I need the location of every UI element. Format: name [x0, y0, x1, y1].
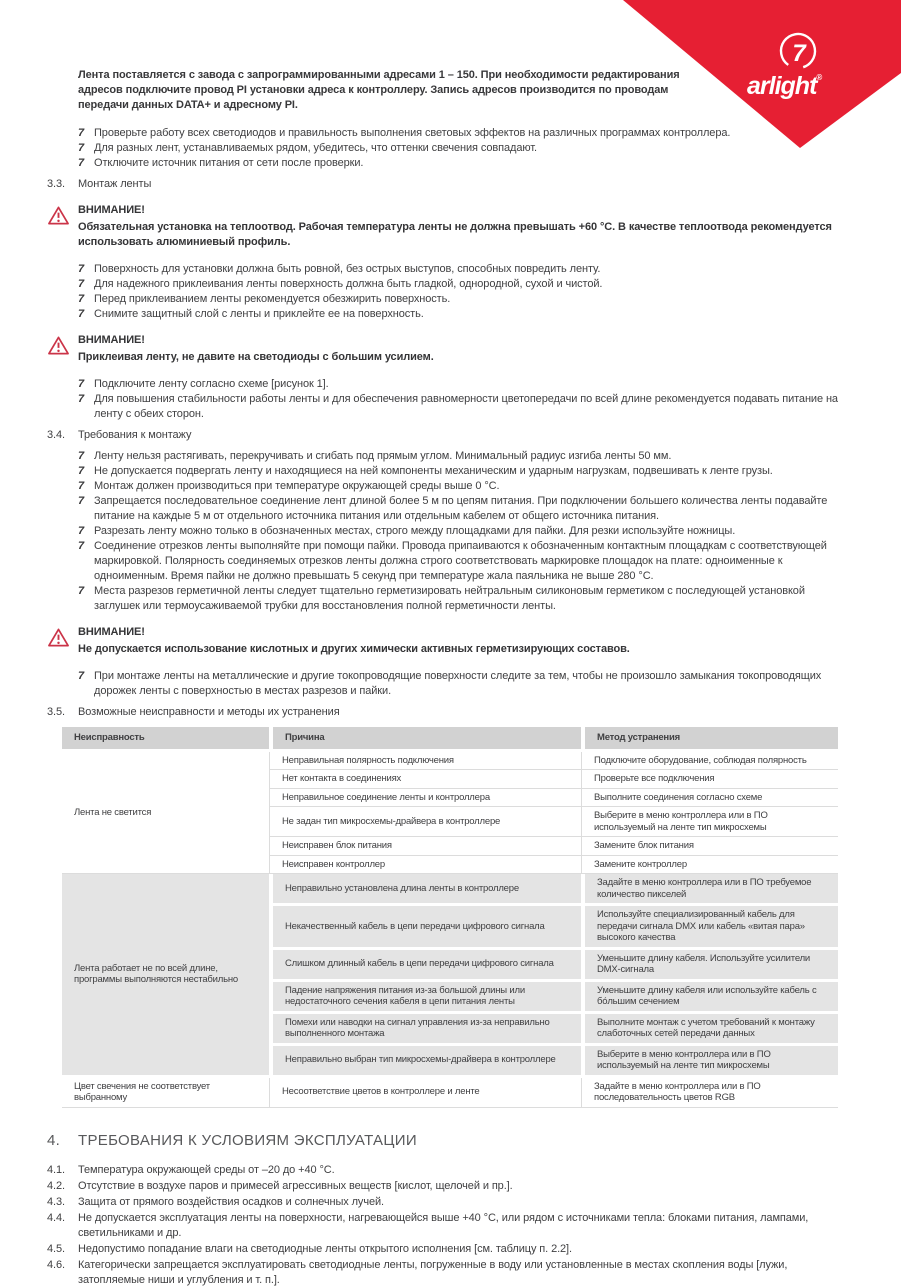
cause-cell: Не задан тип микросхемы-драйвера в контроллере	[269, 807, 581, 837]
fix-cell: Уменьшите длину кабеля или используйте кабель с бо́льшим сечением	[581, 982, 838, 1014]
arrow-bullet-icon: 7	[78, 293, 85, 305]
brand-text	[747, 70, 823, 100]
warning-body	[78, 625, 845, 657]
arrow-bullet-icon: 7	[78, 263, 85, 275]
list-item	[78, 494, 845, 524]
list-item-text: Разрезать ленту можно только в обозначенных местах, строго между площадками для пайки. Для резки используйте ножницы.	[94, 525, 736, 537]
warning-text: Обязательная установка на теплоотвод. Рабочая температура ленты не должна превышать +60 °C. В качестве теплоотвода рекомендуется использовать алюминиевый профиль.	[78, 221, 832, 248]
list-item	[78, 449, 845, 464]
section-number: 3.5.	[47, 706, 65, 718]
section-title: Возможные неисправности и методы их устранения	[78, 706, 340, 718]
requirement-item	[47, 1211, 845, 1241]
cause-cell: Падение напряжения питания из-за большой длины или недостаточного сечения кабеля в цепи питания ленты	[269, 982, 581, 1014]
fix-cell: Замените блок питания	[581, 837, 838, 856]
fix-cell: Выберите в меню контроллера или в ПО используемый на ленте тип микросхемы	[581, 1046, 838, 1078]
item-number: 4.2.	[47, 1179, 65, 1192]
warning-block	[47, 333, 845, 365]
list-item	[78, 156, 845, 171]
arlight-logo	[620, 0, 901, 150]
section-title: Монтаж ленты	[78, 178, 152, 190]
section-heading-4	[47, 1132, 845, 1150]
column-header-cause: Причина	[269, 727, 581, 752]
list-item	[78, 292, 845, 307]
arrow-bullet-icon: 7	[78, 495, 85, 507]
warning-block	[47, 625, 845, 657]
arrow-bullet-icon: 7	[78, 480, 85, 492]
cause-cell: Нет контакта в соединениях	[269, 770, 581, 789]
fix-cell: Задайте в меню контроллера или в ПО требуемое количество пикселей	[581, 874, 838, 906]
fix-cell: Уменьшите длину кабеля. Используйте усилители DMX-сигнала	[581, 950, 838, 982]
item-number: 4.3.	[47, 1195, 65, 1208]
fix-cell: Подключите оборудование, соблюдая полярность	[581, 752, 838, 771]
section-heading-3-3	[47, 177, 845, 192]
arrow-bullet-icon: 7	[78, 393, 85, 405]
requirement-item	[47, 1163, 845, 1178]
arrow-bullet-icon: 7	[78, 142, 85, 154]
section-heading-3-4	[47, 428, 845, 443]
warning-title: ВНИМАНИЕ!	[78, 334, 145, 346]
list-item-text: Для надежного приклеивания ленты поверхность должна быть гладкой, однородной, сухой и чистой.	[94, 278, 603, 290]
item-number: 4.6.	[47, 1258, 65, 1271]
faults-table	[62, 727, 838, 1108]
list-item	[78, 479, 845, 494]
requirement-item	[47, 1258, 845, 1288]
column-header-fix: Метод устранения	[581, 727, 838, 752]
section-number: 3.4.	[47, 429, 65, 441]
item-text: Недопустимо попадание влаги на светодиодные ленты открытого исполнения [см. таблицу п. 2.2].	[78, 1242, 572, 1255]
registered-mark: ®	[816, 73, 823, 82]
table-row	[62, 1078, 838, 1108]
warning-title: ВНИМАНИЕ!	[78, 626, 145, 638]
list-item-text: Отключите источник питания от сети после проверки.	[94, 157, 364, 169]
list-item-text: Снимите защитный слой с ленты и приклейте ее на поверхность.	[94, 308, 424, 320]
arrow-bullet-icon: 7	[78, 157, 85, 169]
list-item	[78, 539, 845, 584]
item-text: Защита от прямого воздействия осадков и солнечных лучей.	[78, 1195, 384, 1208]
item-number: 4.5.	[47, 1242, 65, 1255]
arrow-bullet-icon: 7	[78, 450, 85, 462]
requirements-list	[47, 1163, 845, 1288]
fault-cell: Лента работает не по всей длине, программы выполняются нестабильно	[62, 874, 269, 1078]
fix-cell: Выполните соединения согласно схеме	[581, 789, 838, 808]
item-text: Отсутствие в воздухе паров и примесей агрессивных веществ [кислот, щелочей и пр.].	[78, 1179, 513, 1192]
list-item	[78, 307, 845, 322]
list-item-text: Монтаж должен производиться при температуре окружающей среды выше 0 °C.	[94, 480, 500, 492]
cause-cell: Слишком длинный кабель в цепи передачи цифрового сигнала	[269, 950, 581, 982]
warning-text: Приклеивая ленту, не давите на светодиоды с большим усилием.	[78, 351, 434, 363]
list-item	[78, 262, 845, 277]
table-header-row	[62, 727, 838, 752]
column-header-fault: Неисправность	[62, 727, 269, 752]
fix-cell: Выберите в меню контроллера или в ПО используемый на ленте тип микросхемы	[581, 807, 838, 837]
list-item-text: Поверхность для установки должна быть ровной, без острых выступов, способных повредить ленту.	[94, 263, 601, 275]
requirement-item	[47, 1242, 845, 1257]
list-item-text: Места разрезов герметичной ленты следует тщательно герметизировать нейтральным силиконовым герметиком с последующей установкой заглушек или термоусаживаемой трубки для восстановления полной герметичности ленты.	[94, 585, 805, 612]
fix-cell: Используйте специализированный кабель для передачи сигнала DMX или кабель «витая пара» высокого качества	[581, 906, 838, 950]
arrow-bullet-icon: 7	[78, 308, 85, 320]
item-number: 4.1.	[47, 1163, 65, 1176]
section-number: 3.3.	[47, 178, 65, 190]
section-heading-3-5	[47, 705, 845, 720]
cause-cell: Помехи или наводки на сигнал управления из-за неправильно выполненного монтажа	[269, 1014, 581, 1046]
warning-text: Не допускается использование кислотных и других химически активных герметизирующих составов.	[78, 643, 630, 655]
cause-cell: Некачественный кабель в цепи передачи цифрового сигнала	[269, 906, 581, 950]
list-item-text: Не допускается подвергать ленту и находящиеся на ней компоненты механическим и ударным нагрузкам, подвешивать к ленте грузы.	[94, 465, 773, 477]
section-number: 4.	[47, 1131, 61, 1149]
fault-cell: Лента не светится	[62, 752, 269, 875]
cause-cell: Неправильно выбран тип микросхемы-драйвера в контроллере	[269, 1046, 581, 1078]
requirement-item	[47, 1195, 845, 1210]
fix-cell: Задайте в меню контроллера или в ПО последовательность цветов RGB	[581, 1078, 838, 1108]
cause-cell: Неисправен контроллер	[269, 856, 581, 875]
table-row	[62, 752, 838, 771]
fix-cell: Выполните монтаж с учетом требований к монтажу слаботочных сетей передачи данных	[581, 1014, 838, 1046]
requirement-item	[47, 1179, 845, 1194]
section-title: Требования к монтажу	[78, 429, 192, 441]
cause-cell: Неправильное соединение ленты и контроллера	[269, 789, 581, 808]
surface-list	[78, 262, 845, 322]
section-title: ТРЕБОВАНИЯ К УСЛОВИЯМ ЭКСПЛУАТАЦИИ	[78, 1131, 417, 1149]
list-item-text: Запрещается последовательное соединение лент длиной более 5 м по цепям питания. При подключении большего количества ленты подавайте питание на каждые 5 м от отдельного источника питания или отдельным кабелем от общего источника питания.	[94, 495, 828, 522]
warning-block	[47, 203, 845, 250]
metal-list	[78, 669, 845, 699]
cause-cell: Неправильно установлена длина ленты в контроллере	[269, 874, 581, 906]
item-text: Температура окружающей среды от –20 до +40 °C.	[78, 1163, 335, 1176]
fault-cell: Цвет свечения не соответствует выбранному	[62, 1078, 269, 1108]
arrow-bullet-icon: 7	[78, 525, 85, 537]
brand-name: arlight	[747, 72, 817, 100]
arrow-bullet-icon: 7	[78, 278, 85, 290]
cause-cell: Неисправен блок питания	[269, 837, 581, 856]
list-item	[78, 277, 845, 292]
item-text: Не допускается эксплуатация ленты на поверхности, нагревающейся выше +40 °C, или рядом с источниками тепла: блоками питания, лампами, светильниками и др.	[78, 1211, 809, 1239]
list-item	[78, 392, 845, 422]
table-row	[62, 874, 838, 906]
cause-cell: Несоответствие цветов в контроллере и ленте	[269, 1078, 581, 1108]
list-item	[78, 669, 845, 699]
warning-triangle-icon	[47, 203, 78, 250]
arrow-bullet-icon: 7	[78, 540, 85, 552]
list-item-text: При монтаже ленты на металлические и другие токопроводящие поверхности следите за тем, чтобы не произошло замыкания токопроводящих дорожек ленты с поверхностью в местах разрезов и пайки.	[94, 670, 822, 697]
warning-body	[78, 203, 845, 250]
item-number: 4.4.	[47, 1211, 65, 1224]
list-item	[78, 377, 845, 392]
logo-arrow-icon: 7	[792, 40, 806, 67]
list-item	[78, 464, 845, 479]
warning-triangle-icon	[47, 625, 78, 657]
list-item-text: Подключите ленту согласно схеме [рисунок 1].	[94, 378, 329, 390]
arrow-bullet-icon: 7	[78, 585, 85, 597]
arrow-bullet-icon: 7	[78, 465, 85, 477]
fix-cell: Проверьте все подключения	[581, 770, 838, 789]
arrow-bullet-icon: 7	[78, 127, 85, 139]
intro-paragraph: Лента поставляется с завода с запрограммированными адресами 1 – 150. При необходимости редактирования адресов подключите провод PI установки адреса к контроллеру. Запись адресов производится по проводам передачи данных DATA+ и адресному PI.	[78, 69, 680, 111]
list-item-text: Для разных лент, устанавливаемых рядом, убедитесь, что оттенки свечения совпадают.	[94, 142, 537, 154]
fix-cell: Замените контроллер	[581, 856, 838, 875]
list-item	[78, 584, 845, 614]
mounting-list	[78, 449, 845, 614]
warning-body	[78, 333, 845, 365]
warning-triangle-icon	[47, 333, 78, 365]
arrow-bullet-icon: 7	[78, 670, 85, 682]
warning-title: ВНИМАНИЕ!	[78, 204, 145, 216]
connect-list	[78, 377, 845, 422]
list-item-text: Перед приклеиванием ленты рекомендуется обезжирить поверхность.	[94, 293, 451, 305]
item-text: Категорически запрещается эксплуатировать светодиодные ленты, погруженные в воду или установленные в местах скопления воды [лужи, затопляемые ниши и углубления и т. п.].	[78, 1258, 788, 1286]
list-item-text: Проверьте работу всех светодиодов и правильность выполнения световых эффектов на различных программах контроллера.	[94, 127, 731, 139]
list-item-text: Ленту нельзя растягивать, перекручивать и сгибать под прямым углом. Минимальный радиус изгиба ленты 50 мм.	[94, 450, 672, 462]
list-item	[78, 524, 845, 539]
list-item-text: Для повышения стабильности работы ленты и для обеспечения равномерности цветопередачи по всей длине рекомендуется подавать питание на ленту с обеих сторон.	[94, 393, 838, 420]
list-item-text: Соединение отрезков ленты выполняйте при помощи пайки. Провода припаиваются к обозначенным контактным площадкам с соответствующей маркировкой. Полярность соединяемых отрезков ленты должна строго соответствовать маркировке площадок на плате: одноименные к одноименным. Время пайки не должно превышать 5 секунд при температуре жала паяльника не выше 280 °C.	[94, 540, 827, 582]
cause-cell: Неправильная полярность подключения	[269, 752, 581, 771]
arrow-bullet-icon: 7	[78, 378, 85, 390]
